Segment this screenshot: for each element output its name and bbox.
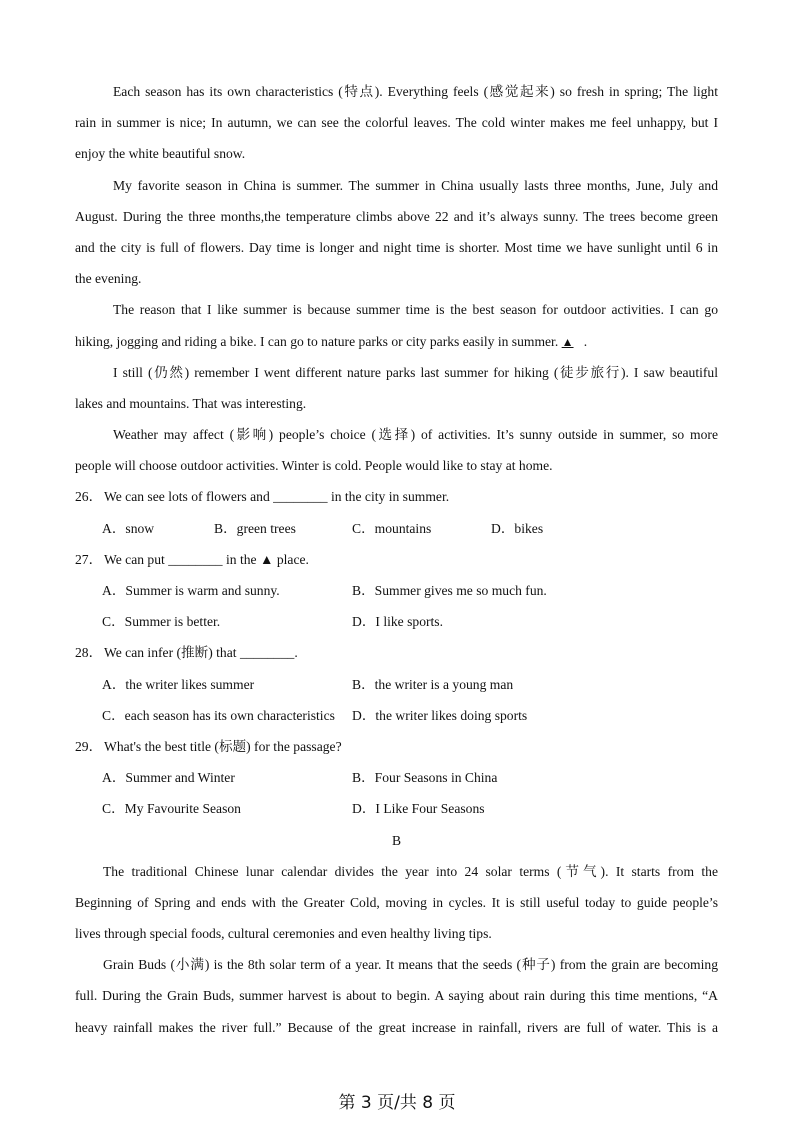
text-line: I still (仍然) remember I went different nature parks last summer for hiking (徒步旅行). I saw beautiful — [113, 364, 718, 380]
text-line: full. During the Grain Buds, summer harvest is about to begin. A saying about rain during this time mentions, “A — [75, 988, 718, 1004]
sentence-end: . — [583, 333, 588, 349]
text-line: Grain Buds (小满) is the 8th solar term of a year. It means that the seeds (种子) from the grain are becoming — [103, 957, 718, 973]
option-c[interactable]: C．Summer is better. — [102, 614, 221, 630]
text-line: August. During the three months,the temperature climbs above 22 and it’s always sunny. The trees become green — [75, 208, 718, 224]
passage-b-paragraph-2 — [75, 949, 718, 1043]
answer-blank[interactable]: ________ — [168, 551, 223, 567]
passage-b-paragraph-1 — [75, 856, 718, 950]
stem-text: We can see lots of flowers and — [104, 489, 270, 505]
question-number: 26． — [75, 489, 103, 505]
answer-blank[interactable]: ________ — [273, 489, 328, 505]
passage-a-paragraph-2 — [75, 170, 718, 295]
question-26 — [75, 481, 718, 543]
text-line: heavy rainfall makes the river full.” Because of the great increase in rainfall, rivers are full of water. This is a — [75, 1019, 718, 1035]
text-line: Each season has its own characteristics (特点). Everything feels (感觉起来) so fresh in spring; The light — [113, 84, 718, 99]
question-number: 29． — [75, 738, 103, 754]
option-b[interactable]: B．the writer is a young man — [352, 676, 514, 692]
question-stem — [75, 481, 718, 512]
options-row — [75, 606, 718, 637]
text-line: rain in summer is nice; In autumn, we can see the colorful leaves. The cold winter makes me feel unhappy, but I — [75, 115, 718, 131]
exam-page — [75, 76, 718, 1043]
option-b[interactable]: B．green trees — [214, 520, 296, 536]
question-number: 27． — [75, 551, 103, 567]
text-line: The reason that I like summer is because summer time is the best season for outdoor activities. I can go — [113, 302, 718, 318]
question-stem — [75, 731, 718, 762]
question-28 — [75, 637, 718, 731]
stem-text: . — [294, 645, 298, 661]
text-line: Weather may affect (影响) people’s choice (选择) of activities. It’s sunny outside in summer, so more — [113, 427, 718, 443]
stem-text: What's the best title (标题) for the passage? — [104, 738, 342, 754]
passage-a-paragraph-5 — [75, 419, 718, 481]
text-line — [75, 326, 718, 357]
stem-text: We can infer (推断) that — [104, 645, 237, 661]
stem-text: in the city in summer. — [330, 489, 450, 505]
option-d[interactable]: D．I like sports. — [352, 614, 443, 630]
text-line: lakes and mountains. That was interesting. — [75, 395, 307, 411]
text-line: and the city is full of flowers. Day time is longer and night time is shorter. Most time we have sunlight until 6 in — [75, 239, 718, 255]
text-span: hiking, jogging and riding a bike. I can go to nature parks or city parks easily in summer. — [75, 333, 559, 349]
option-d[interactable]: D．the writer likes doing sports — [352, 707, 528, 723]
option-c[interactable]: C．each season has its own characteristics — [102, 707, 335, 723]
option-a[interactable]: A．Summer and Winter — [102, 770, 235, 786]
text-line: people will choose outdoor activities. Winter is cold. People would like to stay at home. — [75, 458, 553, 474]
question-number: 28． — [75, 645, 103, 661]
text-line: The traditional Chinese lunar calendar divides the year into 24 solar terms (节气). It starts from the — [103, 863, 718, 879]
option-b[interactable]: B．Four Seasons in China — [352, 770, 498, 786]
question-stem — [75, 637, 718, 668]
options-row — [75, 793, 718, 824]
option-a[interactable]: A．the writer likes summer — [102, 676, 255, 692]
question-29 — [75, 731, 718, 825]
question-stem — [75, 544, 718, 575]
text-line: Beginning of Spring and ends with the Greater Cold, moving in cycles. It is still useful today to guide people’s — [75, 894, 718, 910]
options-row — [75, 575, 718, 606]
passage-a-paragraph-1 — [75, 76, 718, 170]
options-row — [75, 762, 718, 793]
passage-a-paragraph-3 — [75, 294, 718, 356]
section-heading: B — [391, 832, 402, 848]
option-a[interactable]: A．snow — [102, 520, 155, 536]
page-number-footer: 第 3 页/共 8 页 — [338, 1093, 456, 1113]
stem-text: We can put — [104, 551, 165, 567]
text-line: the evening. — [75, 271, 142, 287]
option-c[interactable]: C．My Favourite Season — [102, 801, 241, 817]
option-d[interactable]: D．bikes — [491, 520, 544, 536]
text-line: lives through special foods, cultural ceremonies and even healthy living tips. — [75, 926, 492, 942]
question-27 — [75, 544, 718, 638]
text-line: My favorite season in China is summer. The summer in China usually lasts three months, June, July and — [113, 177, 718, 193]
answer-blank[interactable]: ________ — [239, 645, 295, 661]
option-a[interactable]: A．Summer is warm and sunny. — [102, 583, 280, 598]
stem-text: in the ▲ place. — [226, 551, 309, 567]
passage-a-paragraph-4 — [75, 357, 718, 419]
blank-marker-icon: ▲ — [561, 334, 574, 349]
options-row — [75, 513, 718, 544]
option-b[interactable]: B．Summer gives me so much fun. — [352, 583, 547, 598]
option-d[interactable]: D．I Like Four Seasons — [352, 801, 485, 817]
options-row — [75, 669, 718, 700]
option-c[interactable]: C．mountains — [352, 520, 432, 536]
options-row — [75, 700, 718, 731]
text-line: enjoy the white beautiful snow. — [75, 146, 246, 162]
